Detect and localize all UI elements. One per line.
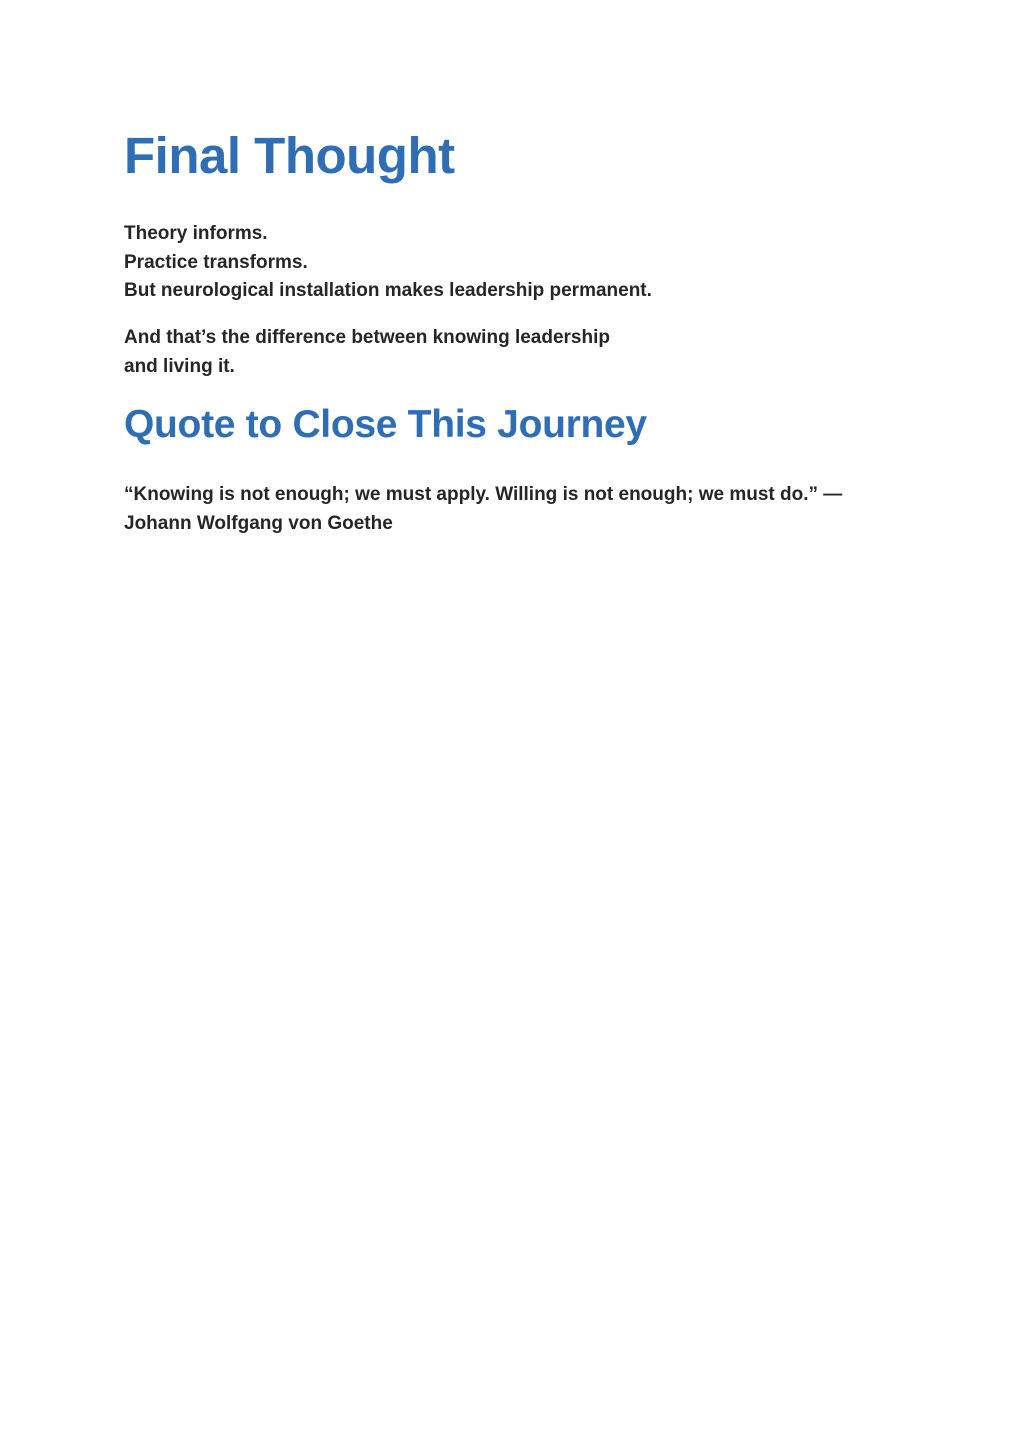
closing-quote-heading: Quote to Close This Journey	[124, 403, 647, 446]
paragraph-line: And that’s the difference between knowing leadership	[124, 327, 610, 348]
final-thought-paragraph-2	[124, 324, 610, 381]
paragraph-line: But neurological installation makes leadership permanent.	[124, 280, 652, 301]
paragraph-line: and living it.	[124, 355, 235, 377]
quote-attribution: Johann Wolfgang von Goethe	[124, 512, 393, 534]
final-thought-heading: Final Thought	[124, 127, 455, 184]
quote-line: “Knowing is not enough; we must apply. Willing is not enough; we must do.” —	[124, 484, 843, 505]
closing-quote-text	[124, 481, 842, 538]
paragraph-line: Practice transforms.	[124, 251, 308, 273]
final-thought-paragraph-1	[124, 220, 652, 306]
paragraph-line: Theory informs.	[124, 223, 268, 244]
